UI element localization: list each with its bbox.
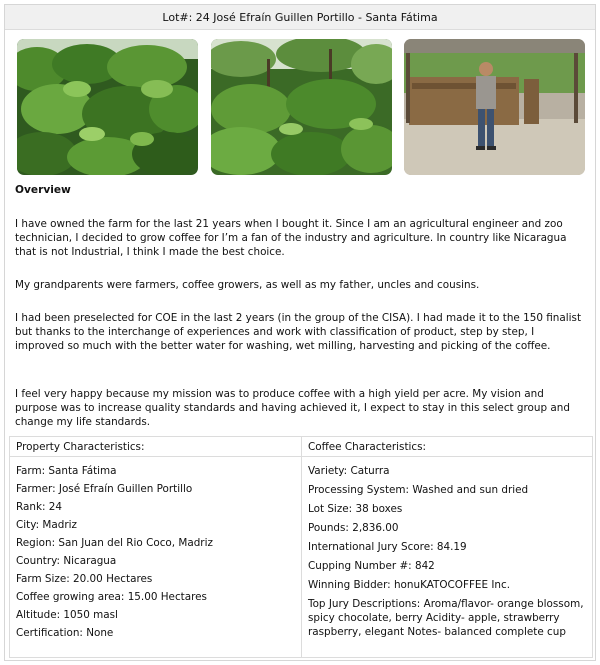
coffee-processing: Processing System: Washed and sun dried [308,484,529,496]
lot-detail-panel [4,4,596,661]
coffee-cupping-number: Cupping Number #: 842 [308,560,435,572]
property-city: City: Madriz [16,519,77,531]
property-characteristics [10,437,302,657]
property-country: Country: Nicaragua [16,555,117,567]
property-farm-size: Farm Size: 20.00 Hectares [16,573,153,585]
overview-paragraph-1: I have owned the farm for the last 21 years when I bought it. Since I am an agricultural engineer and zoo technician, I decided to grow coffee for I’m a fan of the industry and agriculture. In country like Nicaragua that is not Industrial, I think I made the best choice. [15,218,567,259]
overview-paragraph-2: My grandparents were farmers, coffee growers, as well as my father, uncles and cousins. [15,279,480,291]
property-heading: Property Characteristics: [10,437,301,457]
property-certification: Certification: None [16,627,114,639]
characteristics-table [9,436,593,658]
overview-paragraph-4: I feel very happy because my mission was to produce coffee with a high yield per acre. My vision and purpose was to increase quality standards and having achieved it, I expect to stay in this select group and change my life standards. [15,388,570,429]
coffee-winning-bidder: Winning Bidder: honuKATOCOFFEE Inc. [308,579,511,591]
property-altitude: Altitude: 1050 masl [16,609,118,621]
overview-heading: Overview [15,184,71,196]
coffee-jury-descriptions: Top Jury Descriptions: Aroma/flavor- orange blossom, spicy chocolate, berry Acidity- apple, strawberry raspberry, elegant Notes- balanced complete cup [308,598,584,638]
coffee-farm-photo [211,39,392,175]
farmer-portrait-photo [404,39,585,175]
coffee-heading: Coffee Characteristics: [302,437,592,457]
property-region: Region: San Juan del Rio Coco, Madriz [16,537,213,549]
coffee-variety: Variety: Caturra [308,465,390,477]
property-rank: Rank: 24 [16,501,62,513]
property-farm: Farm: Santa Fátima [16,465,117,477]
coffee-jury-score: International Jury Score: 84.19 [308,541,467,553]
property-growing-area: Coffee growing area: 15.00 Hectares [16,591,207,603]
coffee-lot-size: Lot Size: 38 boxes [308,503,403,515]
coffee-plant-photo [17,39,198,175]
property-farmer: Farmer: José Efraín Guillen Portillo [16,483,193,495]
lot-title: Lot#: 24 José Efraín Guillen Portillo - Santa Fátima [5,5,595,30]
coffee-characteristics [302,437,592,657]
coffee-pounds: Pounds: 2,836.00 [308,522,399,534]
overview-paragraph-3: I had been preselected for COE in the last 2 years (in the group of the CISA). I had made it to the 150 finalist but thanks to the interchange of experiences and work with classification of product, step by step, I improved so much with the better water for washing, wet milling, harvesting and picking of the coffee. [15,312,582,353]
